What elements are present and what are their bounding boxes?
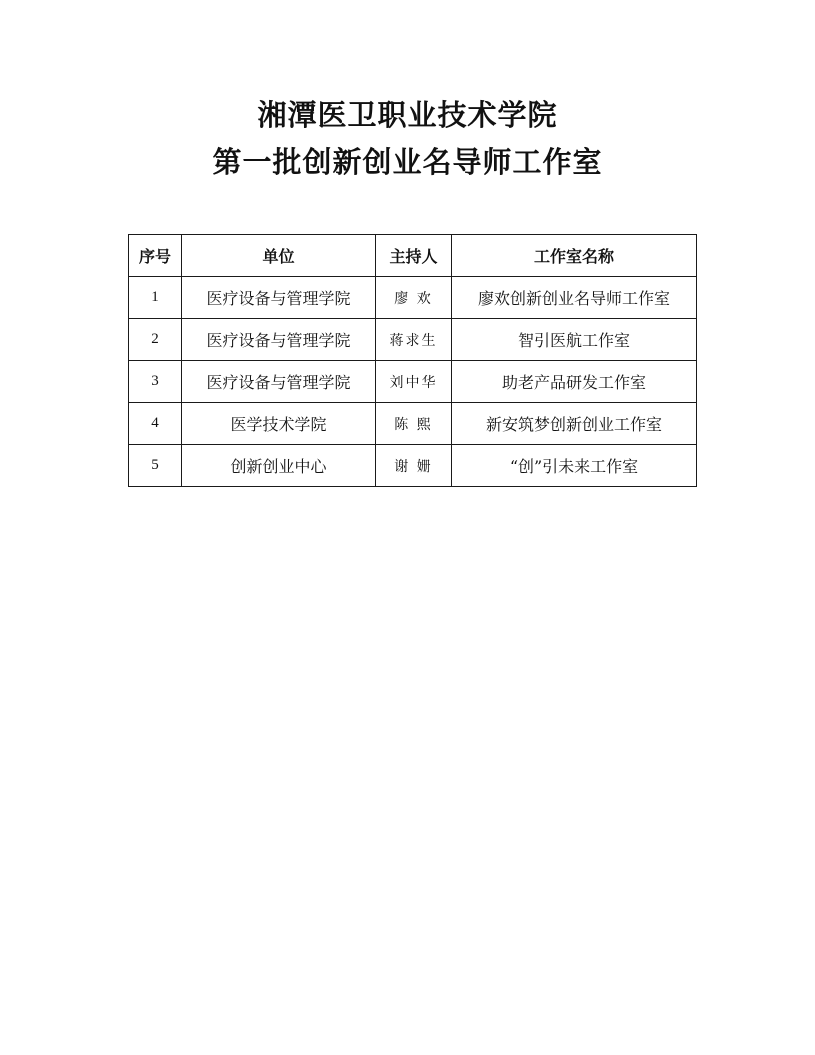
cell-unit: 医疗设备与管理学院 — [182, 319, 376, 361]
studio-table — [128, 234, 697, 487]
cell-host: 刘中华 — [376, 361, 452, 403]
cell-studio: “创”引未来工作室 — [452, 445, 697, 487]
cell-studio: 助老产品研发工作室 — [452, 361, 697, 403]
cell-studio: 新安筑梦创新创业工作室 — [452, 403, 697, 445]
cell-no: 3 — [129, 361, 182, 403]
cell-host: 陈 熙 — [376, 403, 452, 445]
cell-no: 4 — [129, 403, 182, 445]
table-row — [129, 403, 697, 445]
header-unit: 单位 — [182, 235, 376, 277]
cell-studio: 智引医航工作室 — [452, 319, 697, 361]
document-subtitle: 第一批创新创业名导师工作室 — [212, 145, 603, 179]
cell-no: 2 — [129, 319, 182, 361]
cell-no: 5 — [129, 445, 182, 487]
cell-no: 1 — [129, 277, 182, 319]
cell-host: 谢 姗 — [376, 445, 452, 487]
header-host: 主持人 — [376, 235, 452, 277]
cell-unit: 医疗设备与管理学院 — [182, 277, 376, 319]
header-no: 序号 — [129, 235, 182, 277]
cell-unit: 创新创业中心 — [182, 445, 376, 487]
table-header-row — [129, 235, 697, 277]
document-title: 湘潭医卫职业技术学院 — [257, 98, 558, 132]
cell-unit: 医疗设备与管理学院 — [182, 361, 376, 403]
table-row — [129, 361, 697, 403]
header-studio: 工作室名称 — [452, 235, 697, 277]
table-row — [129, 277, 697, 319]
cell-host: 廖 欢 — [376, 277, 452, 319]
table-row — [129, 319, 697, 361]
cell-unit: 医学技术学院 — [182, 403, 376, 445]
cell-studio: 廖欢创新创业名导师工作室 — [452, 277, 697, 319]
cell-host: 蒋求生 — [376, 319, 452, 361]
table-row — [129, 445, 697, 487]
